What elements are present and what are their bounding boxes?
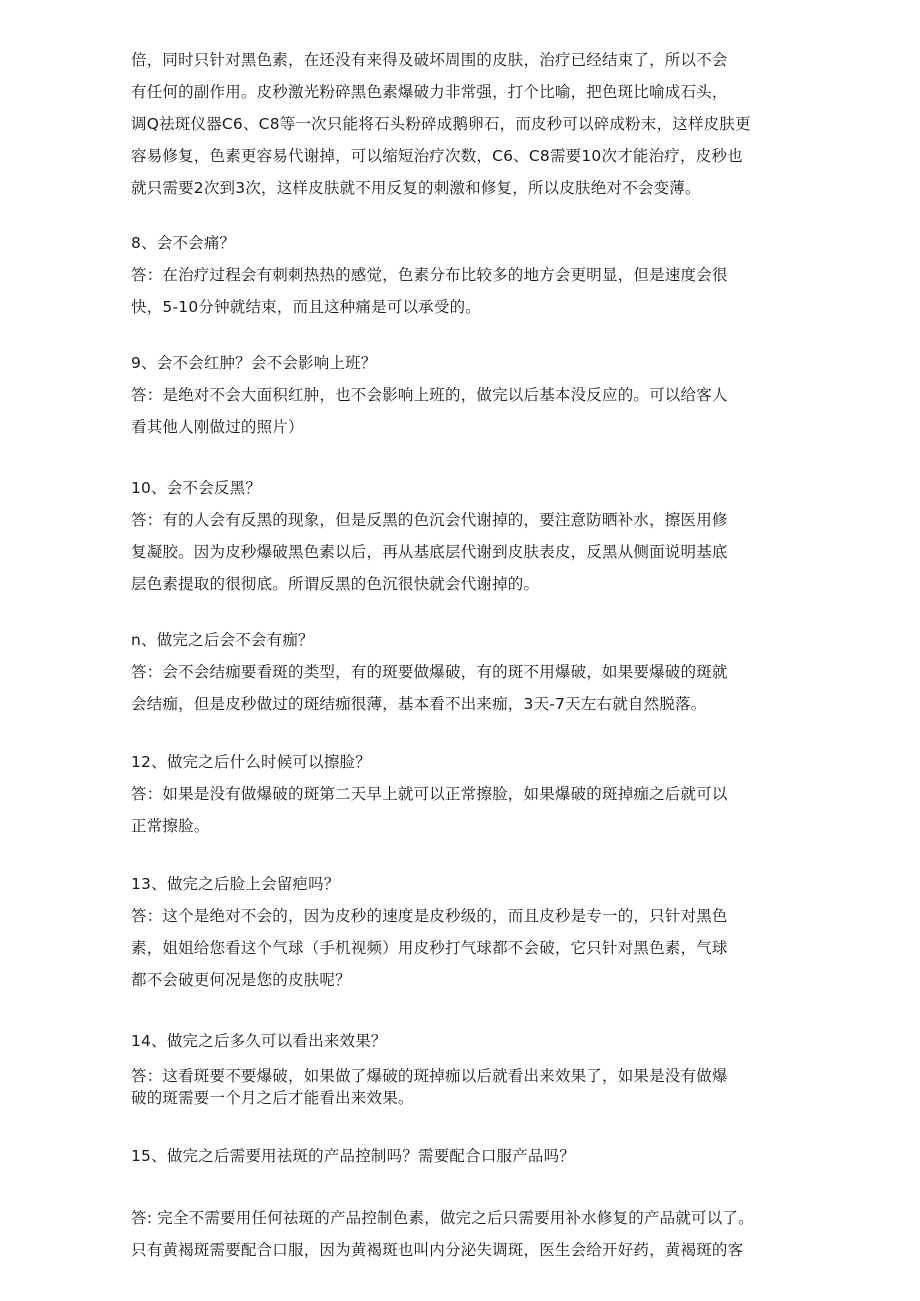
answer-line: 只有黄褐斑需要配合口服，因为黄褐斑也叫内分泌失调斑，医生会给开好药，黄褐斑的客: [131, 1241, 744, 1259]
answer-line: 复凝胶。因为皮秒爆破黑色素以后，再从基底层代谢到皮肤表皮，反黑从侧面说明基底: [131, 543, 728, 561]
answer-line: 素，姐姐给您看这个气球（手机视频）用皮秒打气球都不会破，它只针对黑色素，气球: [131, 939, 728, 957]
answer-line: 答：有的人会有反黑的现象，但是反黑的色沉会代谢掉的，要注意防晒补水，擦医用修: [131, 511, 728, 529]
answer-line: 破的斑需要一个月之后才能看出来效果。: [131, 1089, 414, 1107]
text-line: 调Q祛斑仪器C6、C8等一次只能将石头粉碎成鹅卵石，而皮秒可以碎成粉末，这样皮肤更: [131, 115, 751, 133]
answer-line: 答：这看斑要不要爆破，如果做了爆破的斑掉痂以后就看出来效果了，如果是没有做爆: [131, 1067, 728, 1085]
text-line: 有任何的副作用。皮秒激光粉碎黑色素爆破力非常强，打个比喻，把色斑比喻成石头，: [131, 83, 728, 101]
question-heading: 15、做完之后需要用祛斑的产品控制吗？需要配合口服产品吗？: [131, 1147, 576, 1165]
text-line: 倍，同时只针对黑色素，在还没有来得及破坏周围的皮肤，治疗已经结束了，所以不会: [131, 51, 728, 69]
answer-line: 答：会不会结痂要看斑的类型，有的斑要做爆破，有的斑不用爆破，如果要爆破的斑就: [131, 663, 728, 681]
text-line: 就只需要2次到3次，这样皮肤就不用反复的刺激和修复，所以皮肤绝对不会变薄。: [131, 179, 701, 197]
answer-line: 正常擦脸。: [131, 817, 210, 835]
question-heading: 9、会不会红肿？会不会影响上班？: [131, 354, 377, 372]
answer-line: 答: 完全不需要用任何祛斑的产品控制色素，做完之后只需要用补水修复的产品就可以了。: [131, 1209, 754, 1227]
answer-line: 层色素提取的很彻底。所谓反黑的色沉很快就会代谢掉的。: [131, 575, 540, 593]
answer-line: 答：如果是没有做爆破的斑第二天早上就可以正常擦脸，如果爆破的斑掉痂之后就可以: [131, 785, 728, 803]
question-heading: 14、做完之后多久可以看出来效果？: [131, 1032, 387, 1050]
answer-line: 答：这个是绝对不会的，因为皮秒的速度是皮秒级的，而且皮秒是专一的，只针对黑色: [131, 907, 728, 925]
answer-line: 会结痂，但是皮秒做过的斑结痂很薄，基本看不出来痂，3天-7天左右就自然脱落。: [131, 695, 707, 713]
answer-line: 答：是绝对不会大面积红肿，也不会影响上班的，做完以后基本没反应的。可以给客人: [131, 386, 728, 404]
answer-line: 答：在治疗过程会有刺刺热热的感觉，色素分布比较多的地方会更明显，但是速度会很: [131, 266, 728, 284]
answer-line: 快，5-10分钟就结束，而且这种痛是可以承受的。: [131, 298, 481, 316]
question-heading: 12、做完之后什么时候可以擦脸？: [131, 753, 371, 771]
answer-line: 看其他人刚做过的照片）: [131, 418, 304, 436]
question-heading: 10、会不会反黑？: [131, 479, 262, 497]
answer-line: 都不会破更何况是您的皮肤呢？: [131, 971, 351, 989]
question-heading: 13、做完之后脸上会留疤吗？: [131, 875, 340, 893]
text-line: 容易修复，色素更容易代谢掉，可以缩短治疗次数，C6、C8需要10次才能治疗，皮秒也: [131, 147, 743, 165]
question-heading: n、做完之后会不会有痂？: [131, 631, 314, 649]
question-heading: 8、会不会痛？: [131, 234, 236, 252]
